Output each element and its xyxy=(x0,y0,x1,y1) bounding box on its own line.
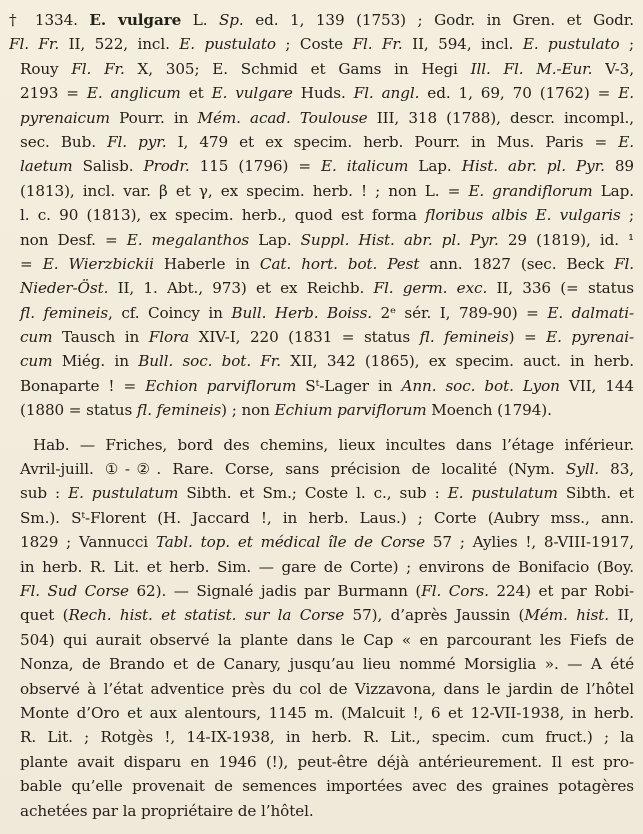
text-line: laetum Salisb. Prodr. 115 (1796) = E. italicum Lap. Hist. abr. pl. Pyr. 89 xyxy=(20,157,634,176)
paragraph-gap xyxy=(9,423,634,433)
text-line: Sm.). Sᵗ-Florent (H. Jaccard !, in herb. Laus.) ; Corte (Aubry mss., ann. xyxy=(20,508,634,527)
text-line: sec. Bub. Fl. pyr. I, 479 et ex specim. herb. Pourr. in Mus. Paris = E. xyxy=(20,132,634,151)
text-line: 2193 = E. anglicum et E. vulgare Huds. Fl. angl. ed. 1, 69, 70 (1762) = E. xyxy=(20,84,634,103)
text-line: Nieder-Öst. II, 1. Abt., 973) et ex Reichb. Fl. germ. exc. II, 336 (= status xyxy=(20,279,634,298)
text-line: in herb. R. Lit. et herb. Sim. — gare de Corte) ; environs de Bonifacio (Boy. xyxy=(20,557,634,576)
text-line: 1829 ; Vannucci Tabl. top. et médical île de Corse 57 ; Aylies !, 8-VIII-1917, xyxy=(20,533,634,552)
text-line: non Desf. = E. megalanthos Lap. Suppl. Hist. abr. pl. Pyr. 29 (1819), id. ¹ xyxy=(20,230,634,249)
text-line: Bonaparte ! = Echion parviflorum Sᵗ-Lager in Ann. soc. bot. Lyon VII, 144 xyxy=(20,376,634,395)
text-line: plante avait disparu en 1946 (!), peut-être déjà antérieurement. Il est pro- xyxy=(20,752,634,771)
text-line: R. Lit. ; Rotgès !, 14-IX-1938, in herb. R. Lit., specim. cum fruct.) ; la xyxy=(20,728,634,747)
text-line: cum Miég. in Bull. soc. bot. Fr. XII, 342 (1865), ex specim. auct. in herb. xyxy=(20,352,634,371)
text-line: = E. Wierzbickii Haberle in Cat. hort. bot. Pest ann. 1827 (sec. Beck Fl. xyxy=(20,254,634,273)
text-line: fl. femineis, cf. Coincy in Bull. Herb. Boiss. 2ᵉ sér. I, 789-90) = E. dalmati- xyxy=(20,303,634,322)
text-line: † 1334. E. vulgare L. Sp. ed. 1, 139 (1753) ; Godr. in Gren. et Godr. xyxy=(9,11,634,29)
text-line: Monte d’Oro et aux alentours, 1145 m. (Malcuit !, 6 et 12-VII-1938, in herb. xyxy=(20,703,634,722)
text-line: sub : E. pustulatum Sibth. et Sm.; Coste l. c., sub : E. pustulatum Sibth. et xyxy=(20,484,634,503)
text-line: Nonza, de Brando et de Canary, jusqu’au lieu nommé Morsiglia ». — A été xyxy=(20,655,634,674)
text-line: (1813), incl. var. β et γ, ex specim. herb. ! ; non L. = E. grandiflorum Lap. xyxy=(20,181,634,200)
text-line: Fl. Fr. II, 522, incl. E. pustulato ; Coste Fl. Fr. II, 594, incl. E. pustulato ; xyxy=(9,35,634,54)
species-entry xyxy=(9,8,634,423)
text-line: (1880 = status fl. femineis) ; non Echium parviflorum Moench (1794). xyxy=(20,401,552,420)
text-line: 504) qui aurait observé la plante dans le Cap « en parcourant les Fiefs de xyxy=(20,630,634,649)
text-line: Rouy Fl. Fr. X, 305; E. Schmid et Gams in Hegi Ill. Fl. M.-Eur. V-3, xyxy=(20,59,634,78)
text-line: quet (Rech. hist. et statist. sur la Corse 57), d’après Jaussin (Mém. hist. II, xyxy=(20,606,634,625)
text-line: cum Tausch in Flora XIV-I, 220 (1831 = status fl. femineis) = E. pyrenai- xyxy=(20,328,634,347)
text-line: observé à l’état adventice près du col de Vizzavona, dans le jardin de l’hôtel xyxy=(20,679,634,698)
text-line: l. c. 90 (1813), ex specim. herb., quod est forma floribus albis E. vulgaris ; xyxy=(20,206,634,225)
text-line: achetées par la propriétaire de l’hôtel. xyxy=(20,801,314,820)
text-line: bable qu’elle provenait de semences importées avec des graines potagères xyxy=(20,777,634,796)
text-line: Fl. Sud Corse 62). — Signalé jadis par Burmann (Fl. Cors. 224) et par Robi- xyxy=(20,581,634,600)
text-line: Avril-juill. ①-②. Rare. Corse, sans précision de localité (Nym. Syll. 83, xyxy=(20,460,634,479)
text-line: pyrenaicum Pourr. in Mém. acad. Toulouse III, 318 (1788), descr. incompl., xyxy=(20,108,634,127)
habitat-section xyxy=(9,433,634,823)
text-line: Hab. — Friches, bord des chemins, lieux incultes dans l’étage inférieur. xyxy=(33,435,634,454)
